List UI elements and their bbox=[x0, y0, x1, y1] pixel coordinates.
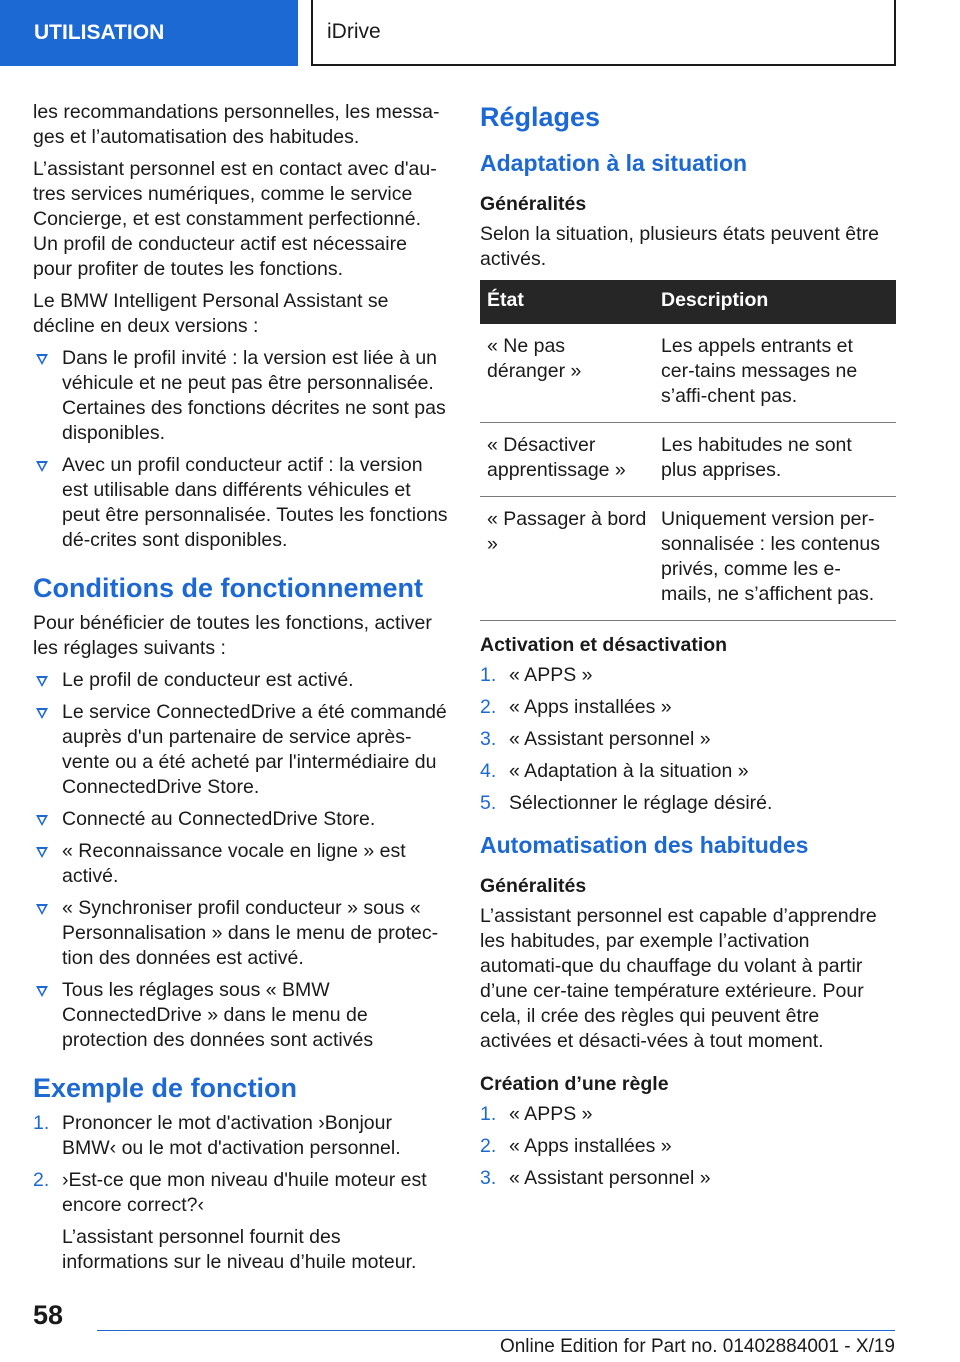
step-number: 1. bbox=[33, 1112, 50, 1134]
triangle-bullet-icon bbox=[36, 904, 48, 915]
step-number: 3. bbox=[480, 728, 497, 750]
step-number: 2. bbox=[480, 696, 497, 718]
triangle-bullet-icon bbox=[36, 986, 48, 997]
list-item: Tous les réglages sous « BMW ConnectedDrive » dans le menu de protection des données sont activés bbox=[33, 978, 448, 1053]
example-steps bbox=[33, 1111, 448, 1218]
general-text: Selon la situation, plusieurs états peuvent être activés. bbox=[480, 223, 879, 270]
conditions-list bbox=[33, 668, 448, 1053]
list-item: Dans le profil invité : la version est liée à un véhicule et ne peut pas être personnalisée. Certaines des fonctions décrites ne sont pas disponibles. bbox=[33, 346, 448, 446]
conditions-heading: Conditions de fonctionnement bbox=[33, 573, 423, 603]
section-tab bbox=[0, 0, 298, 66]
settings-heading: Réglages bbox=[480, 102, 601, 132]
states-table bbox=[480, 280, 896, 621]
activation-heading: Activation et désactivation bbox=[480, 634, 728, 656]
step-number: 1. bbox=[480, 1103, 497, 1125]
list-item: 1. Prononcer le mot d'activation ›Bonjour BMW‹ ou le mot d'activation personnel. bbox=[33, 1112, 401, 1159]
conditions-intro: Pour bénéficier de toutes les fonctions, activer les réglages suivants : bbox=[33, 612, 432, 659]
page-number: 58 bbox=[33, 1300, 64, 1330]
adaptation-heading: Adaptation à la situation bbox=[480, 150, 748, 176]
footer-divider bbox=[97, 1330, 895, 1331]
step-number: 2. bbox=[480, 1135, 497, 1157]
rule-steps bbox=[480, 1102, 896, 1191]
list-item: 4. « Adaptation à la situation » bbox=[480, 760, 749, 782]
table-header-row bbox=[480, 280, 896, 324]
example-result: L’assistant personnel fournit des informations sur le niveau d’huile moteur. bbox=[62, 1226, 417, 1273]
description-cell: Les habitudes ne sont plus apprises. bbox=[654, 423, 896, 497]
list-item: 3. « Assistant personnel » bbox=[480, 728, 711, 750]
state-cell: « Passager à bord » bbox=[480, 497, 654, 621]
list-item: 2. « Apps installées » bbox=[480, 696, 672, 718]
list-item: 3. « Assistant personnel » bbox=[480, 1167, 711, 1189]
column-header: Description bbox=[654, 280, 896, 324]
step-number: 5. bbox=[480, 792, 497, 814]
triangle-bullet-icon bbox=[36, 708, 48, 719]
intro-paragraph-2: L’assistant personnel est en contact avec d'au-tres services numériques, comme le service Concierge, et est constamment perfectionné. Un profil de conducteur actif est nécessaire pour profiter de toutes les fonctions. bbox=[33, 158, 437, 280]
step-number: 4. bbox=[480, 760, 497, 782]
triangle-bullet-icon bbox=[36, 461, 48, 472]
right-column bbox=[480, 100, 896, 1198]
description-cell: Les appels entrants et cer-tains messages ne s’affi-chent pas. bbox=[654, 324, 896, 423]
triangle-bullet-icon bbox=[36, 815, 48, 826]
activation-steps bbox=[480, 663, 896, 816]
list-item: 2. ›Est-ce que mon niveau d'huile moteur est encore correct?‹ bbox=[33, 1169, 427, 1216]
left-column bbox=[33, 100, 448, 1282]
table-row bbox=[480, 423, 896, 497]
chapter-title: iDrive bbox=[327, 20, 381, 43]
example-heading: Exemple de fonction bbox=[33, 1073, 298, 1103]
column-header: État bbox=[480, 280, 654, 324]
list-item: Le service ConnectedDrive a été commandé auprès d'un partenaire de service après-vente ou a été acheté par l'intermédiaire du ConnectedDrive Store. bbox=[33, 700, 448, 800]
list-item: Connecté au ConnectedDrive Store. bbox=[33, 807, 448, 832]
list-item: Le profil de conducteur est activé. bbox=[33, 668, 448, 693]
list-item: 1. « APPS » bbox=[480, 664, 593, 686]
list-item: « Synchroniser profil conducteur » sous « Personnalisation » dans le menu de protec-tion des données est activé. bbox=[33, 896, 448, 971]
list-item: « Reconnaissance vocale en ligne » est activé. bbox=[33, 839, 448, 889]
list-item: Avec un profil conducteur actif : la version est utilisable dans différents véhicules et peut être personnalisée. Toutes les fonctions dé-crites sont disponibles. bbox=[33, 453, 448, 553]
triangle-bullet-icon bbox=[36, 676, 48, 687]
versions-list bbox=[33, 346, 448, 553]
list-item: 2. « Apps installées » bbox=[480, 1135, 672, 1157]
triangle-bullet-icon bbox=[36, 847, 48, 858]
automation-general-text: L’assistant personnel est capable d’apprendre les habitudes, par exemple l’activation automati-que du chauffage du volant à partir d’une cer-taine température extérieure. Pour cela, il crée des règles qui peuvent être activées et désacti-vées à tout moment. bbox=[480, 905, 877, 1052]
table-row bbox=[480, 324, 896, 423]
triangle-bullet-icon bbox=[36, 354, 48, 365]
list-item: 1. « APPS » bbox=[480, 1103, 593, 1125]
intro-paragraph-1: les recommandations personnelles, les messa-ges et l’automatisation des habitudes. bbox=[33, 101, 440, 148]
state-cell: « Ne pas déranger » bbox=[480, 324, 654, 423]
rule-heading: Création d’une règle bbox=[480, 1073, 669, 1095]
chapter-tab bbox=[311, 0, 896, 66]
table-row bbox=[480, 497, 896, 621]
state-cell: « Désactiver apprentissage » bbox=[480, 423, 654, 497]
automation-general-heading: Généralités bbox=[480, 875, 587, 897]
step-number: 1. bbox=[480, 664, 497, 686]
step-number: 2. bbox=[33, 1169, 50, 1191]
list-item: 5. Sélectionner le réglage désiré. bbox=[480, 792, 773, 814]
step-number: 3. bbox=[480, 1167, 497, 1189]
automation-heading: Automatisation des habitudes bbox=[480, 832, 809, 858]
section-title: UTILISATION bbox=[34, 21, 165, 44]
edition-footer: Online Edition for Part no. 01402884001 - X/19 bbox=[499, 1336, 895, 1357]
description-cell: Uniquement version per-sonnalisée : les contenus privés, comme les e-mails, ne s’affichent pas. bbox=[654, 497, 896, 621]
general-heading: Généralités bbox=[480, 193, 587, 215]
intro-paragraph-3: Le BMW Intelligent Personal Assistant se décline en deux versions : bbox=[33, 290, 389, 337]
